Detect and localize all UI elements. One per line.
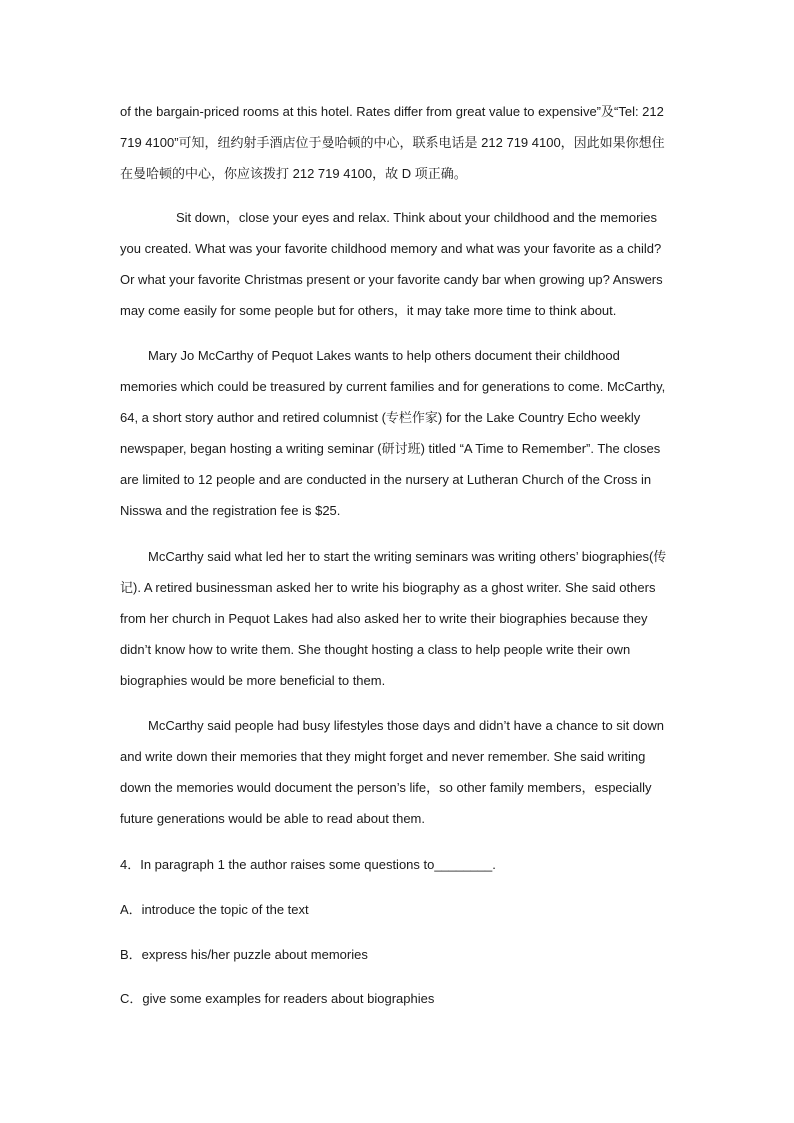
option-c: C．give some examples for readers about biographies: [120, 991, 435, 1006]
option-a: A．introduce the topic of the text: [120, 902, 309, 917]
answer-explanation-paragraph: of the bargain-priced rooms at this hotel. Rates differ from great value to expensive”及“Tel: 212 719 4100”可知，纽约射手酒店位于曼哈顿的中心，联系电话是 212 719 4100，因此如果你想住在曼哈顿的中心，你应该拨打 212 719 4100，故 D 项正确。: [120, 104, 665, 181]
passage-paragraph-4: McCarthy said people had busy lifestyles those days and didn’t have a chance to sit down and write down their memories that they might forget and never remember. She said writing down the memories would document the person’s life，so other family members，especially future generations would be able to read about them.: [120, 718, 664, 826]
option-b: B．express his/her puzzle about memories: [120, 947, 368, 962]
passage-paragraph-1: Sit down，close your eyes and relax. Think about your childhood and the memories you created. What was your favorite childhood memory and what was your favorite as a child? Or what your favorite Christmas present or your favorite candy bar when growing up? Answers may come easily for some people but for others，it may take more time to think about.: [120, 210, 663, 318]
passage-paragraph-3: McCarthy said what led her to start the writing seminars was writing others’ biographies(传记). A retired businessman asked her to write his biography as a ghost writer. She said others from her church in Pequot Lakes had also asked her to write their biographies because they didn’t know how to write them. She thought hosting a class to help people write their own biographies would be more beneficial to them.: [120, 549, 667, 688]
passage-paragraph-2: Mary Jo McCarthy of Pequot Lakes wants to help others document their childhood memories which could be treasured by current families and for generations to come. McCarthy, 64, a short story author and retired columnist (专栏作家) for the Lake Country Echo weekly newspaper, began hosting a writing seminar (研讨班) titled “A Time to Remember”. The closes are limited to 12 people and are conducted in the nursery at Lutheran Church of the Cross in Nisswa and the registration fee is $25.: [120, 348, 666, 518]
question-stem: 4．In paragraph 1 the author raises some questions to________.: [120, 857, 496, 872]
